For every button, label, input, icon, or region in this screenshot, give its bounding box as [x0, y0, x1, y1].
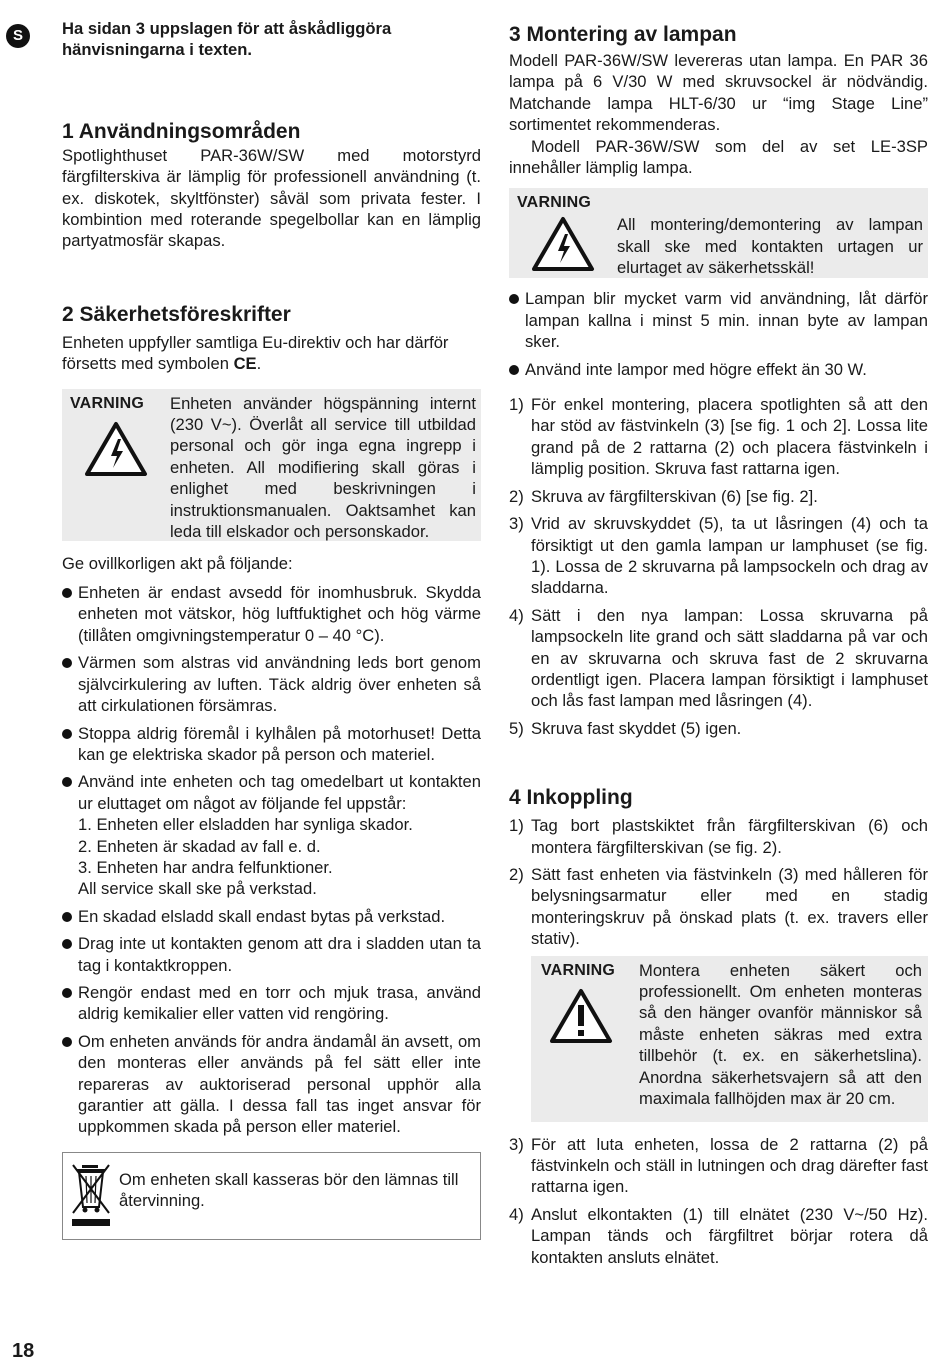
service-note: All service skall ske på verkstad.: [78, 879, 317, 899]
recycling-text: Om enheten skall kasseras bör den lämnas till återvinning.: [119, 1169, 459, 1211]
section-3-paragraph-2: Modell PAR-36W/SW som del av set LE-3SP innehåller lämplig lampa.: [509, 136, 928, 178]
list-item-text: Använd inte enheten och tag omedelbart ut kontakten ur eluttaget om något av följande fel uppstår:: [78, 772, 481, 813]
fault-condition: 1. Enheten eller elsladden har synliga skador.: [78, 815, 413, 835]
electric-hazard-icon: [84, 421, 148, 477]
list-item: [509, 605, 928, 712]
warning-text: All montering/demontering av lampan skall ske med kontakten urtagen ur elurtaget av säkerhetsskäl!: [617, 215, 923, 278]
step-text: Sätt fast enheten via fästvinkeln (3) med hålleren för belysningsarmatur eller med en stadig monteringskruv på önskad plats (t. ex. travers eller stativ).: [531, 864, 928, 949]
list-item: Lampan blir mycket varm vid användning, låt därför lampan kallna i minst 5 min. innan byte av lampan sker.: [509, 288, 928, 352]
list-item: Om enheten används för andra ändamål än avsett, om den monteras eller används på fel sätt eller inte repareras av auktoriserad personal upphör alla garantier att gälla. I dessa fall tas inget ansvar för uppkommen skada på person eller materiel.: [62, 1031, 481, 1138]
weee-bin-icon: [69, 1161, 113, 1229]
ce-mark: CE: [233, 354, 257, 374]
list-item: Enheten är endast avsedd för inomhusbruk. Skydda enheten mot vätskor, hög luftfuktighet och hög värme (tillåten omgivningstemperatur 0 – 40 °C).: [62, 582, 481, 646]
warning-label: VARNING: [70, 394, 144, 412]
step-number: 3): [509, 514, 524, 534]
warning-text: Montera enheten säkert och professionellt. Om enheten monteras så den hänger ovanför människor så måste enheten säkras med extra tillbehör (t. ex. en säkerhetslina). Anordna säkerhetsvajern så att den maximala fallhöjden max är 20 cm.: [639, 960, 922, 1109]
list-item: [62, 771, 481, 899]
step-number: 4): [509, 605, 524, 625]
right-column: [509, 18, 928, 1274]
list-item: [509, 718, 928, 739]
fault-condition: 2. Enheten är skadad av fall e. d.: [78, 836, 321, 856]
list-item: Stoppa aldrig föremål i kylhålen på motorhuset! Detta kan ge elektriska skador på person och materiel.: [62, 723, 481, 766]
safety-bullet-list: [62, 582, 481, 1138]
list-item: Rengör endast med en torr och mjuk trasa, använd aldrig kemikalier eller vatten vid rengöring.: [62, 982, 481, 1025]
step-number: 2): [509, 864, 524, 884]
list-item: Drag inte ut kontakten genom att dra i sladden utan ta tag i kontaktkroppen.: [62, 933, 481, 976]
left-column: [62, 18, 481, 1240]
lamp-bullet-list: [509, 288, 928, 380]
list-item: [509, 864, 928, 950]
list-item: [509, 815, 928, 858]
list-item: [509, 394, 928, 480]
list-item: Värmen som alstras vid användning leds bort genom självcirkulering av luften. Täck aldrig över enheten så att cirkulationen försämras.: [62, 652, 481, 716]
list-item: En skadad elsladd skall endast bytas på verkstad.: [62, 906, 481, 927]
step-number: 1): [509, 816, 524, 836]
warning-box-mounting: [531, 956, 928, 1122]
section-1-title: 1 Användningsområden: [62, 119, 301, 143]
warning-label: VARNING: [541, 961, 615, 979]
warning-box-high-voltage: [62, 389, 481, 541]
list-item: [509, 513, 928, 599]
lamp-steps-list: [509, 394, 928, 739]
section-3-paragraph-1: Modell PAR-36W/SW levereras utan lampa. En PAR 36 lampa på 6 V/30 W med skruvsockel är nödvändig. Matchande lampa HLT-6/30 ur “img Stage Line” sortimentet rekommenderas.: [509, 51, 928, 135]
step-text: Sätt i den nya lampan: Lossa skruvarna på lampsockeln lite grand och sätt sladdarna på var och en av skruvarna och skruva fast de 2 skruvarna ordentligt igen. Placera lampan försiktigt i lamphuset och lås fast lampan med låsringen (4).: [531, 605, 928, 711]
section-4-title: 4 Inkoppling: [509, 786, 633, 810]
list-item: [509, 1134, 928, 1198]
caution-icon: [549, 988, 613, 1044]
step-number: 1): [509, 395, 524, 415]
step-text: För enkel montering, placera spotlighten så att den har stöd av fästvinkeln (3) [se fig. 1 och 2]. Lossa lite grand på de 2 rattarna (2) och placera fästvinkeln i lämplig position. Skruva fast rattarna igen.: [531, 395, 928, 479]
step-text: Skruva av färgfilterskivan (6) [se fig. 2].: [531, 486, 818, 506]
connection-steps-list-continued: [509, 1134, 928, 1268]
step-text: För att luta enheten, lossa de 2 rattarna (2) på fästvinkeln och ställ in lutningen och drag därefter fast rattarna igen.: [531, 1134, 928, 1197]
electric-hazard-icon: [531, 216, 595, 272]
step-text: Anslut elkontakten (1) till elnätet (230 V~/50 Hz). Lampan tänds och färgfiltret börjar rotera då kontakten ansluts elnätet.: [531, 1204, 928, 1267]
list-item: Använd inte lampor med högre effekt än 30 W.: [509, 359, 928, 380]
section-2-body: Enheten uppfyller samtliga Eu-direktiv och har därför försetts med symbolen CE.: [62, 332, 449, 374]
warning-text: Enheten använder högspänning internt (230 V~). Överlåt all service till utbildad personal och gör inga egna ingrepp i enheten. All modifiering skall göras i enlighet med beskrivningen i instruktionsmanualen. Oaktsamhet kan leda till elskador och personskador.: [170, 393, 476, 542]
section-2-title: 2 Säkerhetsföreskrifter: [62, 302, 291, 326]
list-item: [509, 1204, 928, 1268]
warning-label: VARNING: [517, 194, 591, 212]
warning-box-unplug: [509, 188, 928, 278]
list-item: [509, 486, 928, 507]
section-1-body: Spotlighthuset PAR-36W/SW med motorstyrd färgfilterskiva är lämplig för professionell användning (t. ex. diskotek, skyltfönster) såväl som privata fester. I kombintion med roterande spegelbollar kan en lämplig partyatmosfär skapas.: [62, 145, 481, 251]
step-number: 3): [509, 1134, 524, 1154]
recycling-notice: [62, 1152, 481, 1240]
page-number: 18: [12, 1340, 35, 1362]
section-2-text: Enheten uppfyller samtliga Eu-direktiv och har därför försetts med symbolen: [62, 332, 449, 374]
step-number: 5): [509, 718, 524, 738]
intro-note: Ha sidan 3 uppslagen för att åskådliggöra hänvisningarna i texten.: [62, 19, 392, 60]
fault-condition: 3. Enheten har andra felfunktioner.: [78, 857, 333, 877]
step-text: Tag bort plastskiktet från färgfilterskivan (6) och montera färgfilterskivan (se fig. 2).: [531, 816, 928, 857]
section-3-title: 3 Montering av lampan: [509, 23, 737, 46]
conditions-intro: Ge ovillkorligen akt på följande:: [62, 553, 293, 573]
connection-steps-list: [509, 815, 928, 949]
language-badge: S: [6, 24, 30, 48]
step-number: 2): [509, 486, 524, 506]
step-text: Skruva fast skyddet (5) igen.: [531, 718, 742, 738]
step-number: 4): [509, 1204, 524, 1224]
step-text: Vrid av skruvskyddet (5), ta ut låsringen (4) och ta försiktigt ut den gamla lampan ur lamphuset (se fig. 1). Lossa de 2 skruvarna på lampsockeln och drag av sladdarna.: [531, 514, 928, 598]
